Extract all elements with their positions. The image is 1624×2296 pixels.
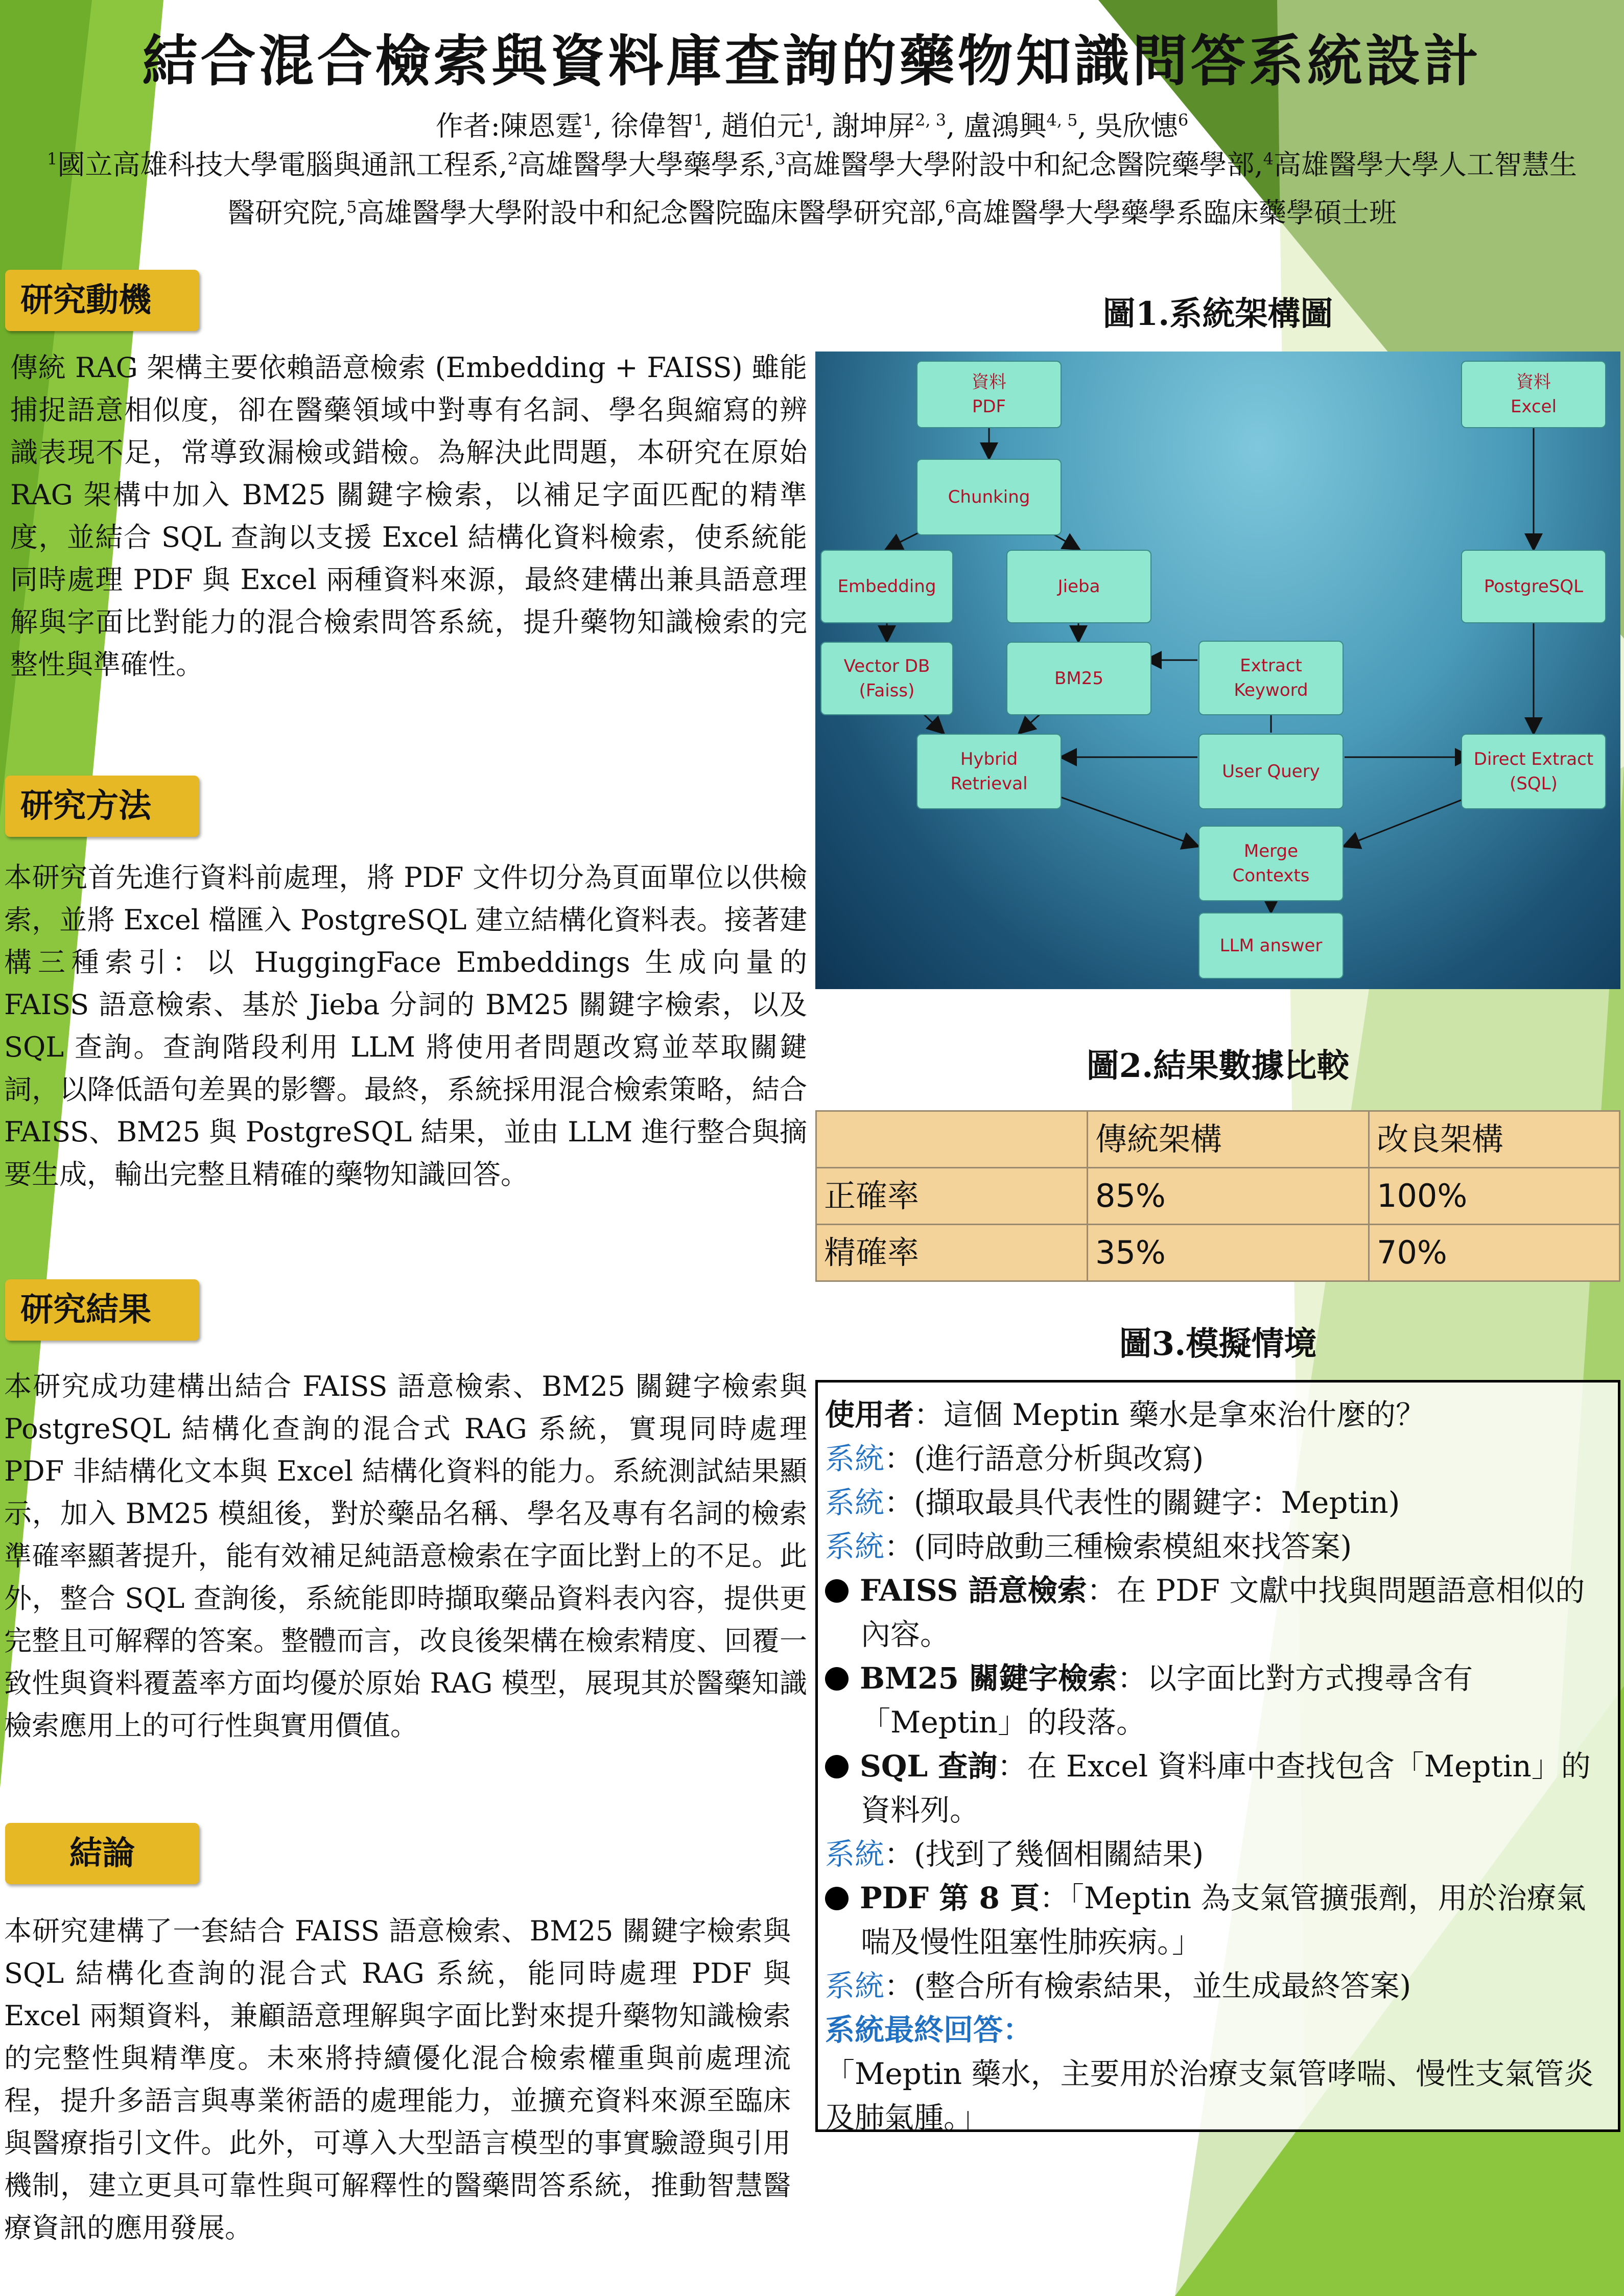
user-question-line (825, 1393, 1611, 1437)
row-label: 精確率 (816, 1225, 1088, 1281)
table-header-cell: 傳統架構 (1088, 1111, 1369, 1168)
affil-text: 高雄醫學大學附設中和紀念醫院藥學部, (785, 149, 1263, 181)
figure2-title: 圖2.結果數據比較 (1086, 1047, 1350, 1085)
author-sup: 1 (693, 110, 704, 130)
affil-sup: 5 (346, 197, 357, 217)
final-answer-text: 「Meptin 藥水，主要用於治療支氣管哮喘、慢性支氣管炎及肺氣腫。」 (825, 2056, 1594, 2135)
bullet-pdf-result (825, 1876, 1611, 1964)
bullet-bm25 (825, 1656, 1611, 1744)
node-user-query: User Query (1198, 734, 1344, 809)
bullet-dot-icon (825, 1667, 849, 1691)
bullet-dot-icon (825, 1887, 849, 1910)
author-name: 謝坤屏 (832, 110, 915, 142)
table-header-cell (816, 1111, 1088, 1168)
author-line: 作者:陳恩霆$^1$, 徐偉智$^1$, 趙伯元$^1$, 謝坤屏$^{2, 3}$, 盧鴻興$^{4, 5}$, 吳欣憓$^6$ (435, 110, 1189, 142)
bullet-label: FAISS 語意檢索 (860, 1573, 1087, 1608)
node-hybrid-retrieval: Hybrid Retrieval (916, 734, 1062, 809)
node-bm25: BM25 (1006, 642, 1151, 715)
affil-text: 高雄醫學大學人工智慧生醫研究院, (227, 149, 1577, 229)
bullet-sql (825, 1744, 1611, 1832)
node-postgresql: PostgreSQL (1461, 550, 1606, 623)
bullet-text: ：「Meptin 為支氣管擴張劑，用於治療氣喘及慢性阻塞性肺疾病。」 (861, 1881, 1586, 1959)
affil-sup: 4 (1263, 149, 1274, 169)
results-text: 本研究成功建構出結合 FAISS 語意檢索、BM25 關鍵字檢索與 PostgreSQL 結構化查詢的混合式 RAG 系統，實現同時處理 PDF 非結構化文本與 Excel 結構化資料的能力。系統測試結果顯示，加入 BM25 模組後，對於藥品名稱、學名及專有名詞的檢索準確率顯著提升，能有效補足純語意檢索在字面比對上的不足。此外，整合 SQL 查詢後，系統能即時擷取藥品資料表內容，提供更完整且可解釋的答案。整體而言，改良後架構在檢索精度、回覆一致性與資料覆蓋率方面均優於原始 RAG 模型，展現其於醫藥知識檢索應用上的可行性與實用價值。 (4, 1370, 807, 1742)
traditional-value: 35% (1088, 1225, 1369, 1281)
author-name: 陳恩霆 (500, 110, 583, 142)
author-name: 吳欣憓 (1095, 110, 1178, 142)
bullet-text: ：以字面比對方式搜尋含有「Meptin」的段落。 (861, 1661, 1473, 1740)
affil-sup: 6 (945, 197, 956, 217)
node-merge-contexts: Merge Contexts (1198, 826, 1344, 901)
bullet-dot-icon (825, 1579, 849, 1603)
method-text: 本研究首先進行資料前處理，將 PDF 文件切分為頁面單位以供檢索，並將 Excel 檔匯入 PostgreSQL 建立結構化資料表。接著建構三種索引：以 HuggingFace Embeddings 生成向量的 FAISS 語意檢索、基於 Jieba 分詞的 BM25 關鍵字檢索，以及SQL 查詢。查詢階段利用 LLM 將使用者問題改寫並萃取關鍵詞，以降低語句差異的影響。最終，系統採用混合檢索策略，結合 FAISS、BM25 與 PostgreSQL 結果，並由 LLM 進行整合與摘要生成，輸出完整且精確的藥物知識回答。 (4, 861, 807, 1190)
table-row (816, 1168, 1620, 1225)
bullet-dot-icon (825, 1755, 849, 1778)
bullet-label: PDF 第 8 頁 (860, 1881, 1040, 1915)
system-step: ：(找到了幾個相關結果) (884, 1837, 1204, 1871)
system-step-line (825, 1832, 1611, 1876)
affil-text: 高雄醫學大學附設中和紀念醫院臨床醫學研究部, (357, 197, 945, 229)
bullet-text: ：在 Excel 資料庫中查找包含「Meptin」的資料列。 (861, 1749, 1591, 1828)
affil-text: 國立高雄科技大學電腦與通訊工程系, (57, 149, 508, 181)
system-step-line (825, 1437, 1611, 1481)
node-llm-answer: LLM answer (1198, 912, 1344, 979)
system-step: ：(同時啟動三種檢索模組來找答案) (884, 1529, 1352, 1564)
affil-sup: 2 (507, 149, 518, 169)
author-name: 趙伯元 (721, 110, 805, 142)
results-table (815, 1110, 1620, 1282)
node-embedding: Embedding (820, 550, 953, 623)
section-label-results: 研究結果 (5, 1279, 199, 1341)
node-vector-db: Vector DB (Faiss) (820, 642, 953, 715)
motivation-text: 傳統 RAG 架構主要依賴語意檢索 (Embedding + FAISS) 雖能捕捉語意相似度，卻在醫藥領域中對專有名詞、學名與縮寫的辨識表現不足，常導致漏檢或錯檢。為解決此問題，本研究在原始 RAG 架構中加入 BM25 關鍵字檢索，以補足字面匹配的精準度，並結合 SQL 查詢以支援 Excel 結構化資料檢索，使系統能同時處理 PDF 與 Excel 兩種資料來源，最終建構出兼具語意理解與字面比對能力的混合檢索問答系統，提升藥物知識檢索的完整性與準確性。 (10, 352, 807, 681)
author-sup: 1 (804, 110, 815, 130)
system-architecture-diagram (815, 352, 1620, 989)
node-chunking: Chunking (916, 459, 1062, 535)
system-step-line (825, 1481, 1611, 1525)
bullet-label: BM25 關鍵字檢索 (860, 1661, 1118, 1696)
system-label: 系統 (825, 1441, 885, 1476)
author-sup: 1 (582, 110, 594, 130)
improved-value: 100% (1369, 1168, 1620, 1225)
author-name: 盧鴻興 (963, 110, 1047, 142)
figure1-title: 圖1.系統架構圖 (1102, 295, 1333, 333)
section-label-motivation: 研究動機 (5, 270, 199, 331)
bullet-label: SQL 查詢 (860, 1749, 998, 1784)
system-label: 系統 (825, 1529, 885, 1564)
table-header-row (816, 1111, 1620, 1168)
system-step: ：(擷取最具代表性的關鍵字：Meptin) (884, 1485, 1400, 1520)
figure3-title: 圖3.模擬情境 (1119, 1325, 1317, 1363)
system-step-line (825, 1525, 1611, 1568)
author-name: 徐偉智 (610, 110, 694, 142)
bullet-faiss (825, 1568, 1611, 1656)
system-label: 系統 (825, 1969, 885, 2003)
system-step: ：(整合所有檢索結果，並生成最終答案) (884, 1969, 1411, 2003)
traditional-value: 85% (1088, 1168, 1369, 1225)
author-sup: 4, 5 (1046, 110, 1078, 130)
section-label-method: 研究方法 (5, 776, 199, 837)
node-excel: 資料 Excel (1461, 361, 1606, 428)
affil-sup: 1 (47, 149, 58, 169)
affil-sup: 3 (775, 149, 786, 169)
poster-title: 結合混合檢索與資料庫查詢的藥物知識問答系統設計 (142, 29, 1482, 93)
node-direct-extract: Direct Extract (SQL) (1461, 734, 1606, 809)
affil-text: 高雄醫學大學藥學系臨床藥學碩士班 (955, 197, 1397, 229)
system-label: 系統 (825, 1837, 885, 1871)
improved-value: 70% (1369, 1225, 1620, 1281)
conclusion-text: 本研究建構了一套結合 FAISS 語意檢索、BM25 關鍵字檢索與 SQL 結構化查詢的混合式 RAG 系統，能同時處理 PDF 與 Excel 兩類資料，兼顧語意理解與字面比對來提升藥物知識檢索的完整性與精準度。未來將持續優化混合檢索權重與前處理流程，提升多語言與專業術語的處理能力，並擴充資料來源至臨床與醫療指引文件。此外，可導入大型語言模型的事實驗證與引用機制，建立更具可靠性與可解釋性的醫藥問答系統，推動智慧醫療資訊的應用發展。 (4, 1915, 791, 2244)
table-header-cell: 改良架構 (1369, 1111, 1620, 1168)
row-label: 正確率 (816, 1168, 1088, 1225)
user-question: ：這個 Meptin 藥水是拿來治什麼的？ (914, 1397, 1425, 1432)
section-label-conclusion: 結論 (5, 1823, 199, 1884)
affiliations (41, 138, 1583, 234)
system-step-line (825, 1964, 1611, 2008)
scenario-box (815, 1380, 1620, 2135)
affil-text: 高雄醫學大學藥學系, (517, 149, 775, 181)
bullet-text: ：在 PDF 文獻中找與問題語意相似的內容。 (861, 1573, 1585, 1652)
system-label: 系統 (825, 1485, 885, 1520)
node-jieba: Jieba (1006, 550, 1151, 623)
author-sup: 2, 3 (915, 110, 947, 130)
system-step: ：(進行語意分析與改寫) (884, 1441, 1204, 1476)
author-sup: 6 (1178, 110, 1189, 130)
user-label: 使用者 (825, 1397, 914, 1432)
final-answer-label: 系統最終回答： (825, 2012, 1033, 2047)
node-pdf: 資料 PDF (916, 361, 1062, 428)
table-row (816, 1225, 1620, 1281)
authors-prefix: 作者: (435, 110, 500, 142)
node-extract-keyword: Extract Keyword (1198, 641, 1344, 715)
